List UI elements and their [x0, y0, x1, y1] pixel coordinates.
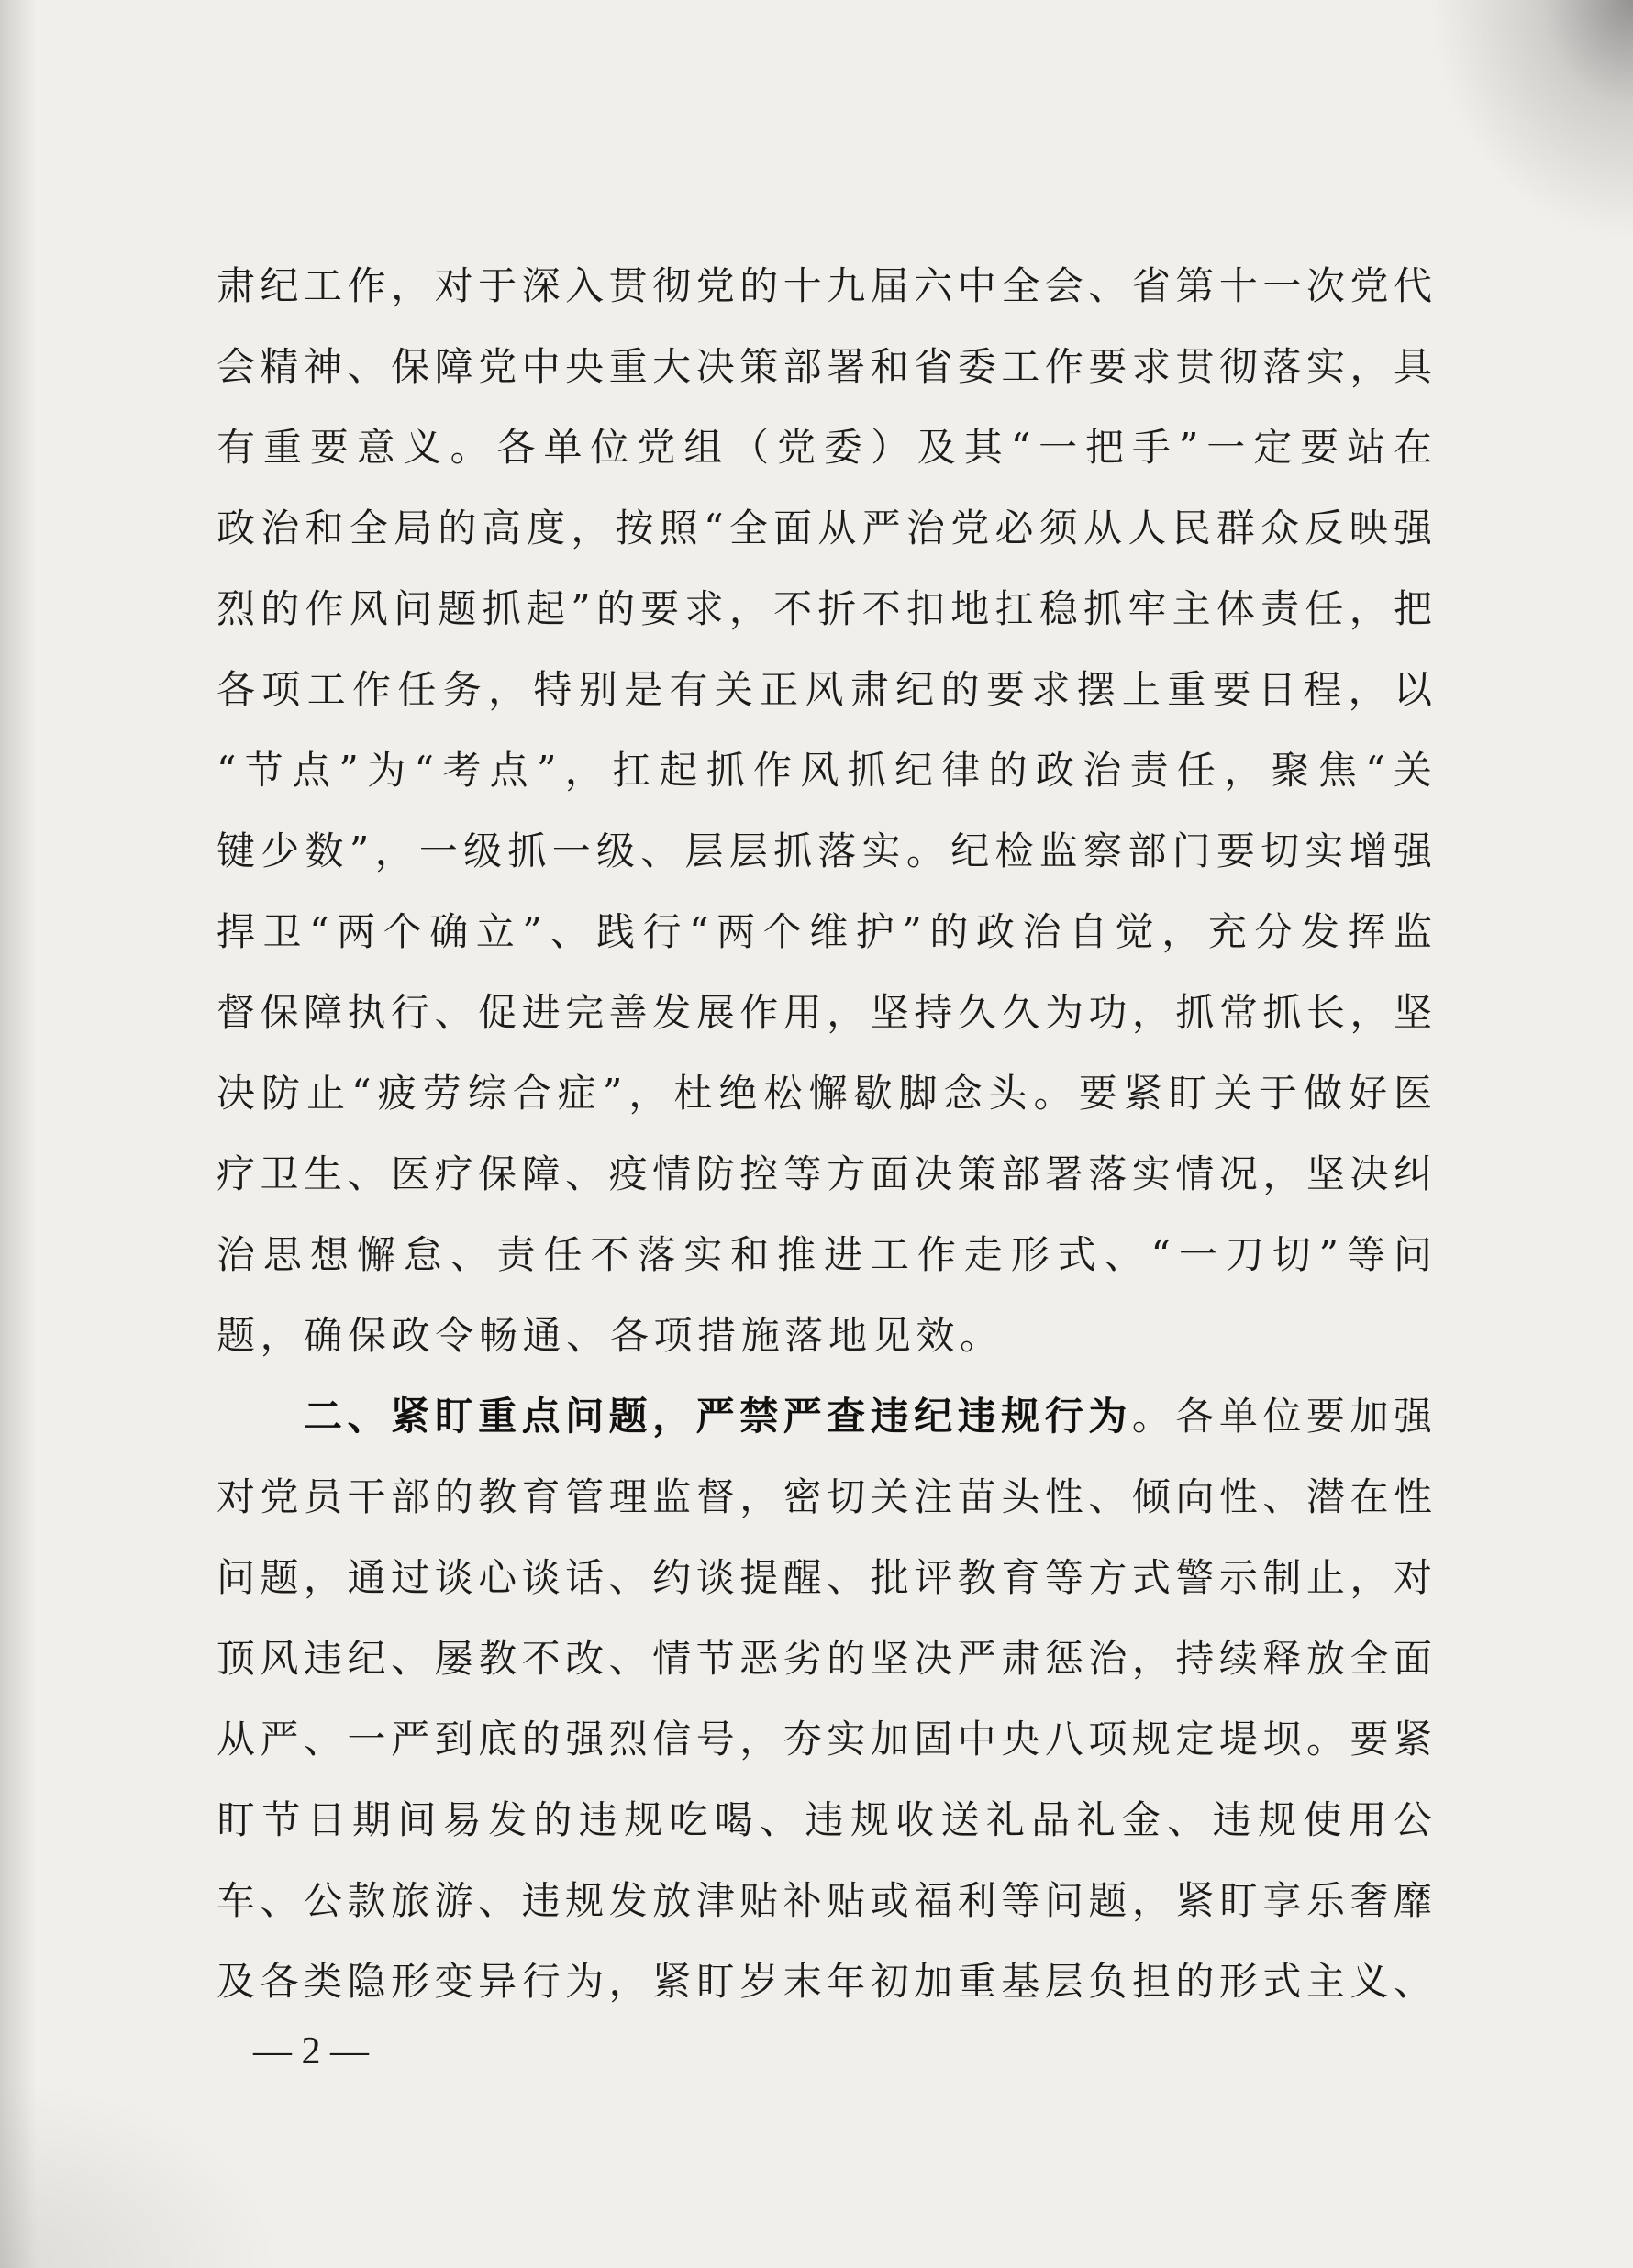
page-number: — 2 —: [253, 2030, 369, 2073]
text-line: 督保障执行、促进完善发展作用，坚持久久为功，抓常抓长，坚: [217, 990, 1432, 1035]
text-line: 治思想懈怠、责任不落实和推进工作走形式、“一刀切”等问: [217, 1232, 1432, 1277]
text-line: 及各类隐形变异行为，紧盯岁末年初加重基层负担的形式主义、: [217, 1959, 1432, 2004]
text-line: 有重要意义。各单位党组（党委）及其“一把手”一定要站在: [217, 425, 1432, 470]
text-line: 政治和全局的高度，按照“全面从严治党必须从人民群众反映强: [217, 506, 1432, 550]
text-line: 顶风违纪、屡教不改、情节恶劣的坚决严肃惩治，持续释放全面: [217, 1636, 1432, 1681]
text-line: 问题，通过谈心谈话、约谈提醒、批评教育等方式警示制止，对: [217, 1555, 1432, 1600]
text-line: 捍卫“两个确立”、践行“两个维护”的政治自觉，充分发挥监: [217, 909, 1432, 954]
document-body: [217, 246, 1432, 2022]
text-line: 决防止“疲劳综合症”，杜绝松懈歇脚念头。要紧盯关于做好医: [217, 1071, 1432, 1116]
text-line: 键少数”，一级抓一级、层层抓落实。纪检监察部门要切实增强: [217, 828, 1432, 873]
text-line: 疗卫生、医疗保障、疫情防控等方面决策部署落实情况，坚决纠: [217, 1151, 1432, 1196]
text-line: 会精神、保障党中央重大决策部署和省委工作要求贯彻落实，具: [217, 344, 1432, 389]
text-line: 各项工作任务，特别是有关正风肃纪的要求摆上重要日程，以: [217, 667, 1432, 712]
text-line: 盯节日期间易发的违规吃喝、违规收送礼品礼金、违规使用公: [217, 1797, 1432, 1842]
text-line: 烈的作风问题抓起”的要求，不折不扣地扛稳抓牢主体责任，把: [217, 586, 1432, 631]
text-line: 对党员干部的教育管理监督，密切关注苗头性、倾向性、潜在性: [217, 1474, 1432, 1519]
section-heading-continuation: 。各单位要加强: [1131, 1394, 1432, 1439]
text-line: 车、公款旅游、违规发放津贴补贴或福利等问题，紧盯享乐奢靡: [217, 1878, 1432, 1923]
section-heading: 二、紧盯重点问题，严禁严查违纪违规行为: [304, 1394, 1132, 1439]
text-line: 肃纪工作，对于深入贯彻党的十九届六中全会、省第十一次党代: [217, 263, 1432, 308]
text-line: 从严、一严到底的强烈信号，夯实加固中央八项规定堤坝。要紧: [217, 1717, 1432, 1762]
paragraph-last-line: 题，确保政令畅通、各项措施落地见效。: [217, 1313, 998, 1358]
text-line: “节点”为“考点”，扛起抓作风抓纪律的政治责任，聚焦“关: [217, 748, 1432, 793]
section-heading-line: [304, 1376, 1432, 1457]
